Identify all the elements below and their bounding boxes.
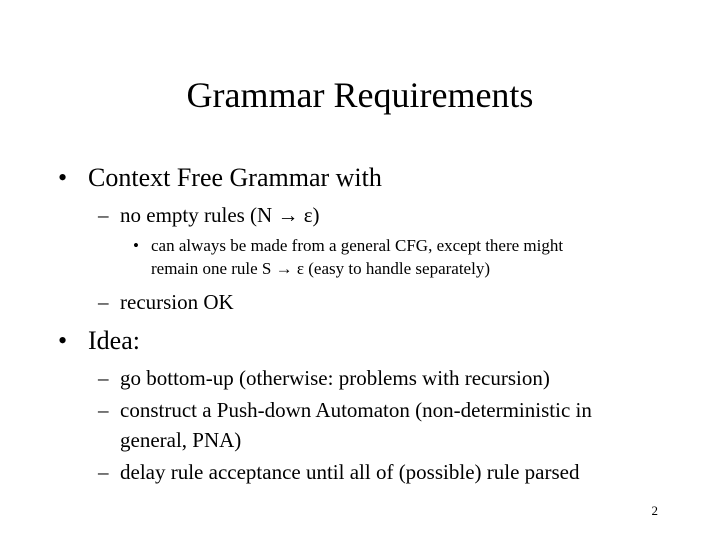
bullet-marker: •	[58, 163, 68, 192]
subsub-item-line-2: remain one rule S → ε (easy to handle separately)	[151, 259, 490, 278]
dash-marker: –	[98, 398, 109, 422]
dash-marker: –	[98, 290, 109, 314]
slide-title: Grammar Requirements	[186, 75, 534, 115]
dash-marker: –	[98, 366, 109, 390]
subitem-delay-rule-acceptance: delay rule acceptance until all of (possible) rule parsed	[120, 460, 580, 484]
subitem-no-empty-rules: no empty rules (N → ε)	[120, 203, 320, 227]
subitem-construct-pda-line-1: construct a Push-down Automaton (non-deterministic in	[120, 398, 592, 422]
bullet-context-free-grammar: Context Free Grammar with	[88, 163, 382, 192]
page-number: 2	[651, 503, 658, 518]
subsub-item-line-1: can always be made from a general CFG, except there might	[151, 236, 564, 255]
bullet-idea: Idea:	[88, 326, 140, 355]
bullet-marker-small: •	[133, 236, 139, 255]
subitem-go-bottom-up: go bottom-up (otherwise: problems with recursion)	[120, 366, 550, 390]
dash-marker: –	[98, 203, 109, 227]
bullet-marker: •	[58, 326, 68, 355]
subitem-recursion-ok: recursion OK	[120, 290, 234, 314]
subitem-construct-pda-line-2: general, PNA)	[120, 428, 242, 452]
dash-marker: –	[98, 460, 109, 484]
